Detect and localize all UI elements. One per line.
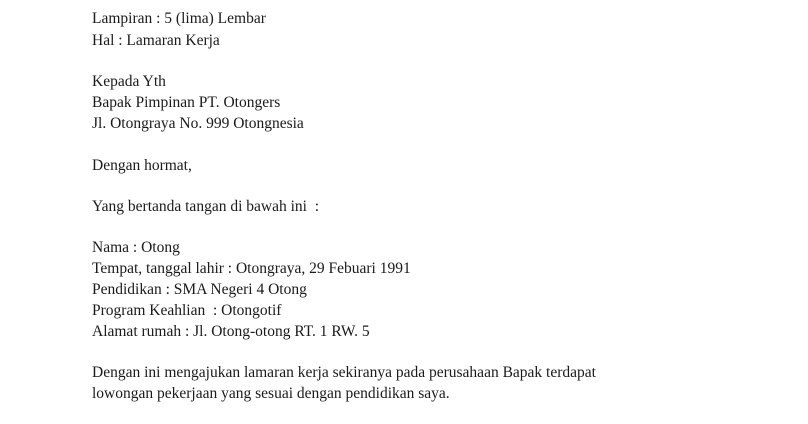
attachment-line: Lampiran : 5 (lima) Lembar (92, 10, 266, 27)
applicant-program: Program Keahlian : Otongotif (92, 302, 282, 319)
applicant-name: Nama : Otong (92, 239, 180, 256)
applicant-education: Pendidikan : SMA Negeri 4 Otong (92, 281, 307, 298)
body-paragraph-line-2: lowongan pekerjaan yang sesuai dengan pendidikan saya. (92, 385, 450, 402)
body-paragraph-line-1: Dengan ini mengajukan lamaran kerja sekiranya pada perusahaan Bapak terdapat (92, 364, 596, 381)
subject-line: Hal : Lamaran Kerja (92, 32, 220, 49)
recipient-salutation: Kepada Yth (92, 73, 166, 90)
recipient-address: Jl. Otongraya No. 999 Otongnesia (92, 115, 304, 132)
greeting: Dengan hormat, (92, 157, 192, 174)
applicant-birth: Tempat, tanggal lahir : Otongraya, 29 Febuari 1991 (92, 260, 411, 277)
applicant-address: Alamat rumah : Jl. Otong-otong RT. 1 RW. 5 (92, 323, 370, 340)
intro-line: Yang bertanda tangan di bawah ini : (92, 198, 319, 215)
recipient-name: Bapak Pimpinan PT. Otongers (92, 94, 281, 111)
